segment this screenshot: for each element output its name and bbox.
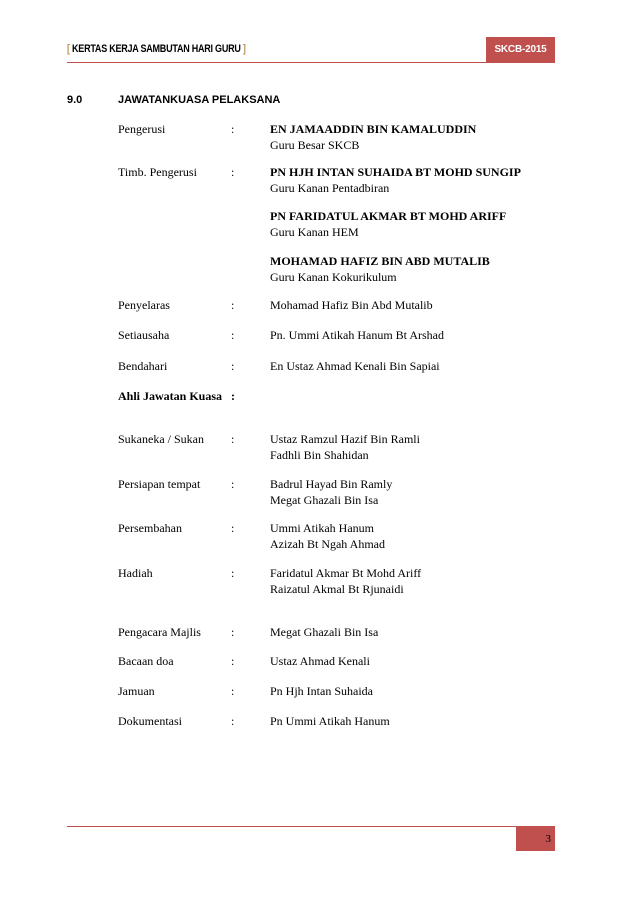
label-pengerusi: Pengerusi (118, 122, 166, 136)
label-persembahan: Persembahan (118, 521, 182, 535)
value-bendahari: En Ustaz Ahmad Kenali Bin Sapiai (270, 359, 440, 373)
value-pengacara-majlis: Megat Ghazali Bin Isa (270, 625, 379, 639)
label-timb-pengerusi: Timb. Pengerusi (118, 165, 197, 179)
value-dokumentasi: Pn Ummi Atikah Hanum (270, 714, 390, 728)
colon-pengerusi: : (231, 122, 235, 136)
colon-timb-pengerusi: : (231, 165, 235, 179)
label-hadiah: Hadiah (118, 566, 153, 580)
value-timb-3-name: MOHAMAD HAFIZ BIN ABD MUTALIB (270, 254, 490, 268)
colon-jamuan: : (231, 684, 235, 698)
label-jamuan: Jamuan (118, 684, 155, 698)
value-persiapan-2: Megat Ghazali Bin Isa (270, 493, 379, 507)
section-number: 9.0 (67, 94, 83, 106)
header-badge: SKCB-2015 (486, 37, 555, 62)
value-hadiah-1: Faridatul Akmar Bt Mohd Ariff (270, 566, 422, 580)
colon-sukaneka: : (231, 432, 235, 446)
value-sukaneka-1: Ustaz Ramzul Hazif Bin Ramli (270, 432, 420, 446)
value-timb-1-role: Guru Kanan Pentadbiran (270, 181, 390, 195)
label-ahli-jawatan-kuasa: Ahli Jawatan Kuasa (118, 389, 223, 403)
value-hadiah-2: Raizatul Akmal Bt Rjunaidi (270, 582, 404, 596)
value-timb-3-role: Guru Kanan Kokurikulum (270, 270, 397, 284)
label-bacaan-doa: Bacaan doa (118, 654, 174, 668)
colon-ahli-jawatan-kuasa: : (231, 389, 235, 403)
value-bacaan-doa: Ustaz Ahmad Kenali (270, 654, 370, 668)
colon-persembahan: : (231, 521, 235, 535)
colon-penyelaras: : (231, 298, 235, 312)
label-setiausaha: Setiausaha (118, 328, 170, 342)
colon-persiapan-tempat: : (231, 477, 235, 491)
label-sukaneka: Sukaneka / Sukan (118, 432, 204, 446)
header-title-text: KERTAS KERJA SAMBUTAN HARI GURU (72, 43, 241, 55)
footer-divider (67, 826, 555, 827)
colon-hadiah: : (231, 566, 235, 580)
label-pengacara-majlis: Pengacara Majlis (118, 625, 201, 639)
value-timb-2-role: Guru Kanan HEM (270, 225, 359, 239)
header-bracket-open: [ (67, 43, 70, 55)
colon-setiausaha: : (231, 328, 235, 342)
header-bracket-close: ] (242, 43, 246, 55)
header-divider (67, 62, 555, 63)
value-persembahan-1: Ummi Atikah Hanum (270, 521, 374, 535)
label-dokumentasi: Dokumentasi (118, 714, 182, 728)
colon-pengacara-majlis: : (231, 625, 235, 639)
value-persembahan-2: Azizah Bt Ngah Ahmad (270, 537, 385, 551)
value-persiapan-1: Badrul Hayad Bin Ramly (270, 477, 393, 491)
value-pengerusi-role: Guru Besar SKCB (270, 138, 360, 152)
header-title (67, 43, 246, 55)
label-penyelaras: Penyelaras (118, 298, 170, 312)
label-bendahari: Bendahari (118, 359, 168, 373)
value-timb-1-name: PN HJH INTAN SUHAIDA BT MOHD SUNGIP (270, 165, 521, 179)
colon-bacaan-doa: : (231, 654, 235, 668)
value-setiausaha: Pn. Ummi Atikah Hanum Bt Arshad (270, 328, 444, 342)
page-number: 3 (516, 827, 555, 851)
value-jamuan: Pn Hjh Intan Suhaida (270, 684, 373, 698)
value-penyelaras: Mohamad Hafiz Bin Abd Mutalib (270, 298, 433, 312)
colon-dokumentasi: : (231, 714, 235, 728)
label-persiapan-tempat: Persiapan tempat (118, 477, 201, 491)
section-title: JAWATANKUASA PELAKSANA (118, 94, 281, 106)
value-timb-2-name: PN FARIDATUL AKMAR BT MOHD ARIFF (270, 209, 507, 223)
colon-bendahari: : (231, 359, 235, 373)
value-sukaneka-2: Fadhli Bin Shahidan (270, 448, 369, 462)
value-pengerusi-name: EN JAMAADDIN BIN KAMALUDDIN (270, 122, 477, 136)
